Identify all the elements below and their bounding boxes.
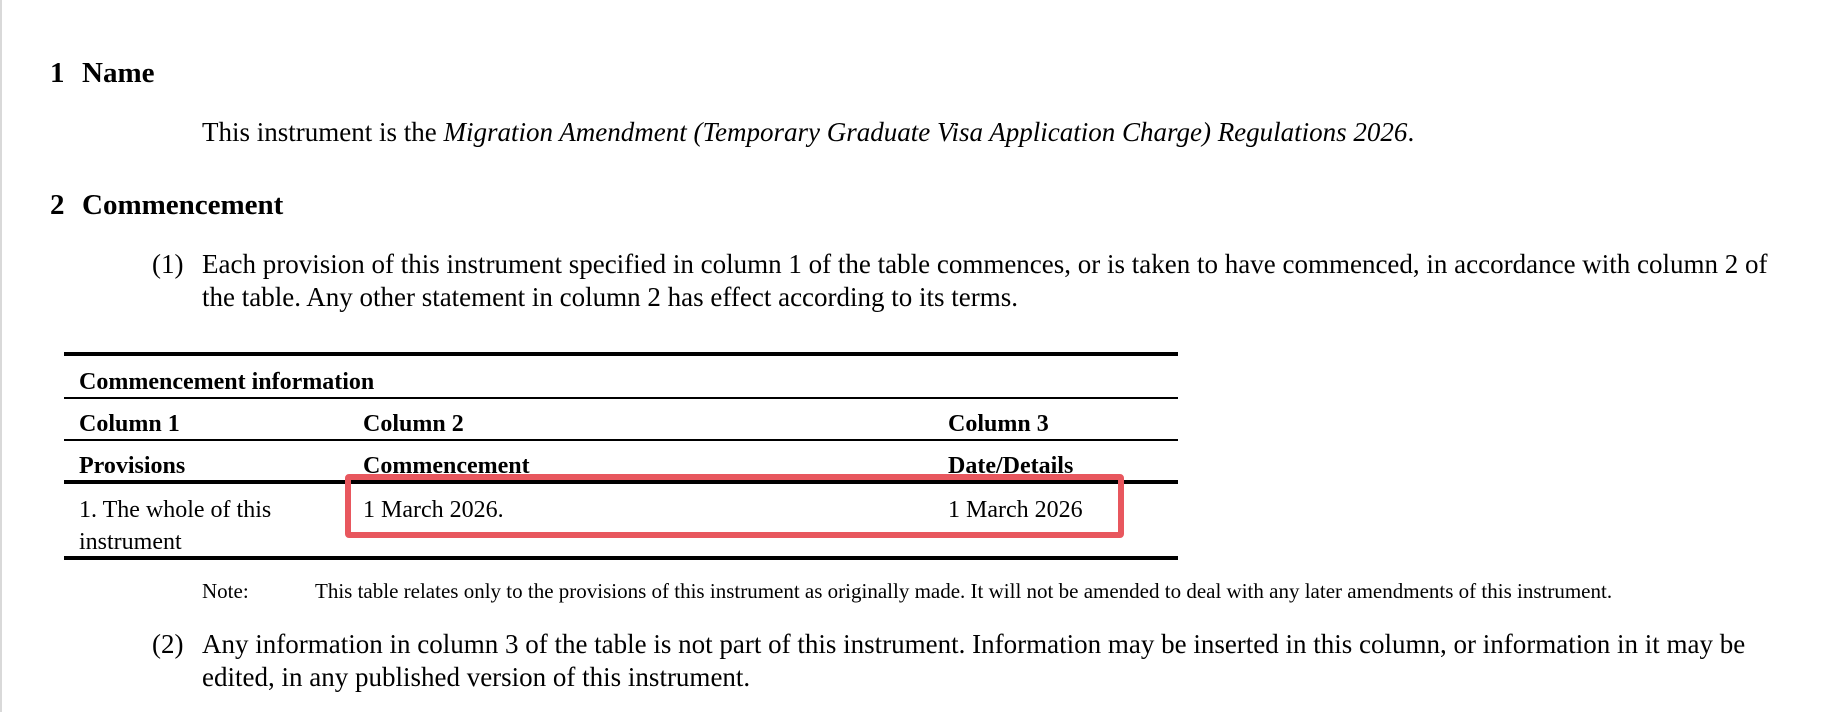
section-1-text-prefix: This instrument is the xyxy=(202,117,444,147)
section-2-number: 2 xyxy=(50,189,65,221)
note-label: Note: xyxy=(202,579,249,603)
table-bottom-rule xyxy=(64,556,1178,560)
section-1-title: Name xyxy=(82,57,155,89)
table-rule xyxy=(64,439,1178,441)
row-1-commencement: 1 March 2026. xyxy=(363,497,504,523)
table-rule xyxy=(64,397,1178,399)
section-1-heading xyxy=(50,56,154,90)
row-1-provisions: 1. The whole of this instrument xyxy=(79,497,272,555)
subsection-1-text: Each provision of this instrument specified in column 1 of the table commences, or is taken to have commenced, in accordance with column 2 of the table. Any other statement in column 2 has effect according to its terms. xyxy=(202,249,1768,312)
section-1-number: 1 xyxy=(50,57,65,89)
page-left-edge xyxy=(0,0,2,712)
section-1-text xyxy=(202,116,1414,149)
highlight-box xyxy=(345,474,1124,538)
column-1-number: Column 1 xyxy=(79,411,180,437)
column-3-title: Date/Details xyxy=(948,453,1074,479)
section-2-heading xyxy=(50,188,283,222)
column-3-number: Column 3 xyxy=(948,411,1049,437)
table-caption: Commencement information xyxy=(79,369,375,395)
subsection-2-number: (2) xyxy=(152,629,184,659)
column-1-title: Provisions xyxy=(79,453,186,479)
table-top-rule xyxy=(64,352,1178,356)
row-1-date-details: 1 March 2026 xyxy=(948,497,1083,523)
section-1-text-suffix: . xyxy=(1407,117,1415,147)
subsection-2-text: Any information in column 3 of the table is not part of this instrument. Information may be inserted in this column, or information in it may be edited, in any published version of this instrument. xyxy=(202,629,1746,692)
section-2-title: Commencement xyxy=(82,189,284,221)
column-2-title: Commencement xyxy=(363,453,530,479)
column-2-number: Column 2 xyxy=(363,411,464,437)
instrument-name: Migration Amendment (Temporary Graduate Visa Application Charge) Regulations 2026 xyxy=(443,117,1408,147)
subsection-1-number: (1) xyxy=(152,249,184,279)
note-text: This table relates only to the provisions of this instrument as originally made. It will not be amended to deal with any later amendments of this instrument. xyxy=(315,579,1613,603)
